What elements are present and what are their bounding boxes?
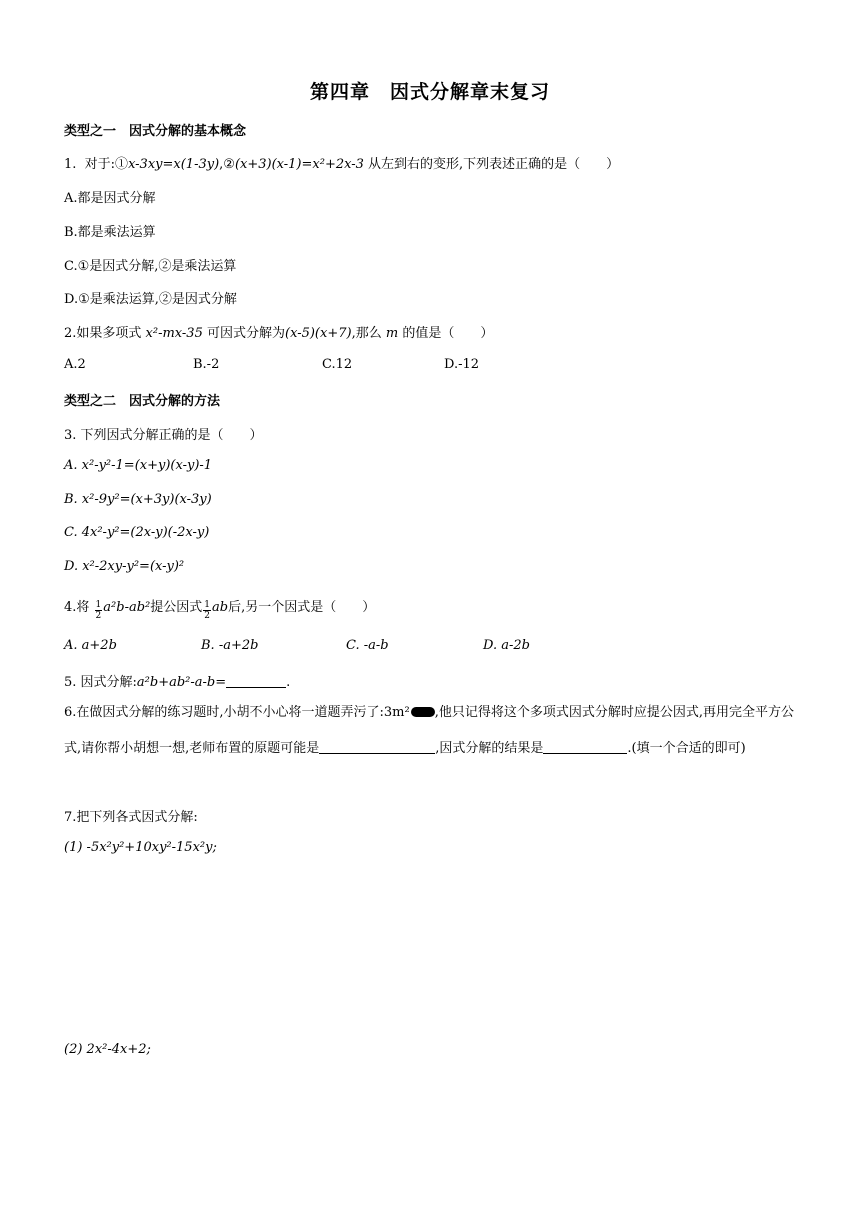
section-heading-2: 类型之二 因式分解的方法 (64, 394, 221, 409)
fraction-2-denominator: 2 (204, 611, 210, 621)
question-2-poly: x²-mx-35 (145, 326, 203, 341)
question-3-option-b (64, 492, 212, 507)
question-4-stem-b: 提公因式 (150, 600, 203, 615)
question-5-stem: 5. 因式分解: (64, 675, 137, 690)
fraction-1-numerator: 1 (95, 600, 102, 610)
question-1-number: 1. (64, 157, 77, 172)
fraction-half-2 (203, 600, 211, 621)
question-7-stem: 7.把下列各式因式分解: (64, 810, 198, 825)
question-4-option-b-text: B. -a+2b (201, 638, 259, 653)
question-4-stem-c: 后,另一个因式是（ ） (228, 600, 376, 615)
question-5-end: . (286, 675, 291, 690)
section-heading-1: 类型之一 因式分解的基本概念 (64, 124, 247, 139)
question-2-option-a: A.2 (64, 357, 86, 372)
question-2-stem-b: 可因式分解为 (207, 326, 286, 341)
question-4-factor: ab (212, 600, 229, 615)
question-2-option-d: D.-12 (444, 357, 480, 372)
question-3-option-d-text: D. x²-2xy-y²=(x-y)² (64, 559, 185, 574)
question-2-stem-d: 的值是（ ） (402, 326, 494, 341)
question-4-stem-a: 4.将 (64, 600, 90, 615)
question-5 (64, 671, 290, 690)
question-6 (64, 695, 796, 767)
question-4-expr: a²b-ab² (103, 600, 151, 615)
question-4 (64, 596, 375, 621)
question-2-factored: (x-5)(x+7) (285, 326, 352, 341)
question-6-part-4: .(填一个合适的即可) (627, 741, 746, 756)
question-4-option-a-text: A. a+2b (64, 638, 117, 653)
question-4-option-b (201, 638, 258, 653)
question-3-option-a (64, 458, 212, 473)
fraction-half-1 (95, 600, 103, 621)
question-1-expr-1: x-3xy=x(1-3y) (128, 157, 220, 172)
question-5-expr: a²b+ab²-a-b= (136, 675, 227, 690)
question-2-option-b: B.-2 (193, 357, 220, 372)
answer-blank-6a[interactable] (319, 741, 435, 754)
question-1 (64, 153, 619, 172)
question-7-sub-2 (64, 1042, 151, 1057)
question-6-part-2: ,他只记得将这个多项式因式分解时应提公因式,再用完全平方公式,请你帮小胡想一想,老师布置的原题可能是 (64, 705, 794, 756)
question-1-option-b: B.都是乘法运算 (64, 225, 156, 240)
question-2-stem-a: 2.如果多项式 (64, 326, 142, 341)
question-7-sub-1 (64, 840, 217, 855)
answer-blank-5[interactable] (226, 675, 286, 688)
question-4-option-a (64, 638, 117, 653)
question-4-option-c (346, 638, 389, 653)
question-2-option-c: C.12 (322, 357, 353, 372)
question-4-option-d-text: D. a-2b (483, 638, 530, 653)
ink-smudge (411, 707, 435, 717)
question-4-option-c-text: C. -a-b (346, 638, 389, 653)
question-4-option-d (483, 638, 530, 653)
question-2-stem-c: ,那么 (351, 326, 382, 341)
question-1-expr-2: (x+3)(x-1)=x²+2x-3 (234, 157, 364, 172)
question-6-part-1: 6.在做因式分解的练习题时,小胡不小心将一道题弄污了:3m² (64, 705, 410, 720)
question-7-sub-2-text: (2) 2x²-4x+2; (64, 1042, 151, 1057)
question-1-stem-a: 对于:① (84, 157, 129, 172)
question-3-stem: 3. 下列因式分解正确的是（ ） (64, 428, 263, 443)
question-1-sep: ,② (219, 157, 235, 172)
question-3-option-c-text: C. 4x²-y²=(2x-y)(-2x-y) (64, 525, 210, 540)
question-1-option-c: C.①是因式分解,②是乘法运算 (64, 259, 237, 274)
question-1-option-d: D.①是乘法运算,②是因式分解 (64, 292, 237, 307)
page-title: 第四章 因式分解章末复习 (309, 81, 550, 103)
question-1-option-a: A.都是因式分解 (64, 191, 156, 206)
question-6-part-3: ,因式分解的结果是 (435, 741, 544, 756)
answer-blank-6b[interactable] (543, 741, 627, 754)
question-2 (64, 322, 493, 341)
question-7-sub-1-text: (1) -5x²y²+10xy²-15x²y; (64, 840, 217, 855)
fraction-1-denominator: 2 (95, 611, 102, 621)
question-3-option-a-text: A. x²-y²-1=(x+y)(x-y)-1 (64, 458, 213, 473)
question-3-option-b-text: B. x²-9y²=(x+3y)(x-3y) (64, 492, 212, 507)
fraction-2-numerator: 1 (204, 600, 210, 610)
question-2-var: m (385, 326, 399, 341)
question-1-stem-b: 从左到右的变形,下列表述正确的是（ ） (368, 157, 620, 172)
question-3-option-d (64, 559, 184, 574)
question-3-option-c (64, 525, 209, 540)
